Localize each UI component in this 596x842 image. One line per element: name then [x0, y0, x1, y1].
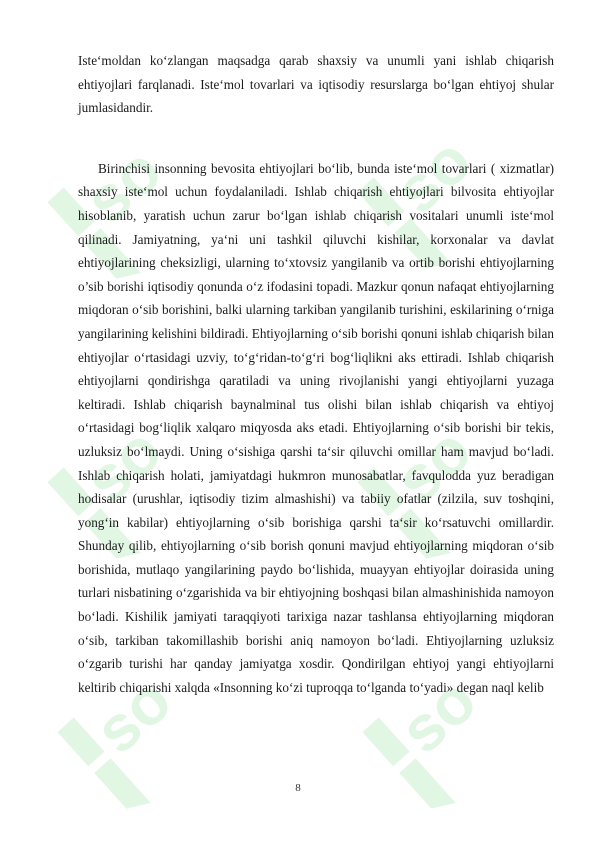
paragraph-intro: Iste‘moldan ko‘zlangan maqsadga qarab shaxsiy va unumli yani ishlab chiqarish ehtiyojlari farqlanadi. Iste‘mol tovarlari va iqtisodiy resurslarga bo‘lgan ehtiyoj shular jumlasidandir.	[78, 53, 554, 116]
paragraph-gap	[78, 120, 554, 157]
svg-text:so: so	[381, 123, 485, 228]
svg-text:so: so	[381, 413, 485, 518]
paragraph-body: Birinchisi insonning bevosita ehtiyojlari bo‘lib, bunda iste‘mol tovarlari ( xizmatlar) shaxsiy iste‘mol uchun foydalaniladi. Ishlab chiqarish ehtiyojlari bilvosita ehtiyojlar hisoblanib, yaratish uchun zarur bo‘lgan ishlab chiqarish vositalari unumli iste‘mol qilinadi. Jamiyatning, ya‘ni uni tashkil qiluvchi kishilar, korxonalar va davlat ehtiyojlarining cheksizligi, ularning to‘xtovsiz yangilanib va ortib borishi ehtiyojlarning o’sib borishi iqtisodiy qonunda o‘z ifodasini topadi. Mazkur qonun nafaqat ehtiyojlarning miqdoran o‘sib borishini, balki ularning tarkiban yangilanib turishini, eskilarining o‘rniga yangilarining kelishini bildiradi. Ehtiyojlarning o‘sib borishi qonuni ishlab chiqarish bilan ehtiyojlar o‘rtasidagi uzviy, to‘g‘ridan-to‘g‘ri bog‘liqlikni aks ettiradi. Ishlab chiqarish ehtiyojlarni qondirishga qaratiladi va uning rivojlanishi yangi ehtiyojlarni yuzaga keltiradi. Ishlab chiqarish baynalminal tus olishi bilan ishlab chiqarish va ehtiyoj o‘rtasidagi bog‘liqlik xalqaro miqyosda aks etadi. Ehtiyojlarning o‘sib borishi bir tekis, uzluksiz bo‘lmaydi. Uning o‘sishiga qarshi ta‘sir qiluvchi omillar ham mavjud bo‘ladi. Ishlab chiqarish holati, jamiyatdagi hukmron munosabatlar, favqulodda yuz beradigan hodisalar (urushlar, iqtisodiy tizim almashishi) va tabiiy ofatlar (zilzila, suv toshqini, yong‘in kabilar) ehtiyojlarning o‘sib borishiga qarshi ta‘sir ko‘rsatuvchi omillardir. Shunday qilib, ehtiyojlarning o‘sib borish qonuni mavjud ehtiyojlarning miqdoran o‘sib borishida, mutlaqo yangilarining paydo bo‘lishida, muayyan ehtiyojlar doirasida uning turlari nisbatining o‘zgarishida va bir ehtiyojning boshqasi bilan almashinishida namoyon bo‘ladi. Kishilik jamiyati taraqqiyoti tarixiga nazar tashlansa ehtiyojlarning miqdoran o‘sib, tarkiban takomillashib borishi aniq namoyon bo‘ladi. Ehtiyojlarning uzluksiz o‘zgarib turishi har qanday jamiyatga xosdir. Qondirilgan ehtiyoj yangi ehtiyojlarni keltirib chiqarishi xalqda «Insonning ko‘zi tuproqqa to‘lganda to‘yadi» degan naql kelib	[78, 160, 554, 695]
document-page	[78, 49, 554, 699]
svg-text:so: so	[386, 663, 490, 768]
page-number: 8	[295, 782, 301, 794]
svg-text:so: so	[71, 413, 175, 518]
svg-text:so: so	[81, 663, 185, 768]
svg-text:so: so	[71, 133, 175, 238]
